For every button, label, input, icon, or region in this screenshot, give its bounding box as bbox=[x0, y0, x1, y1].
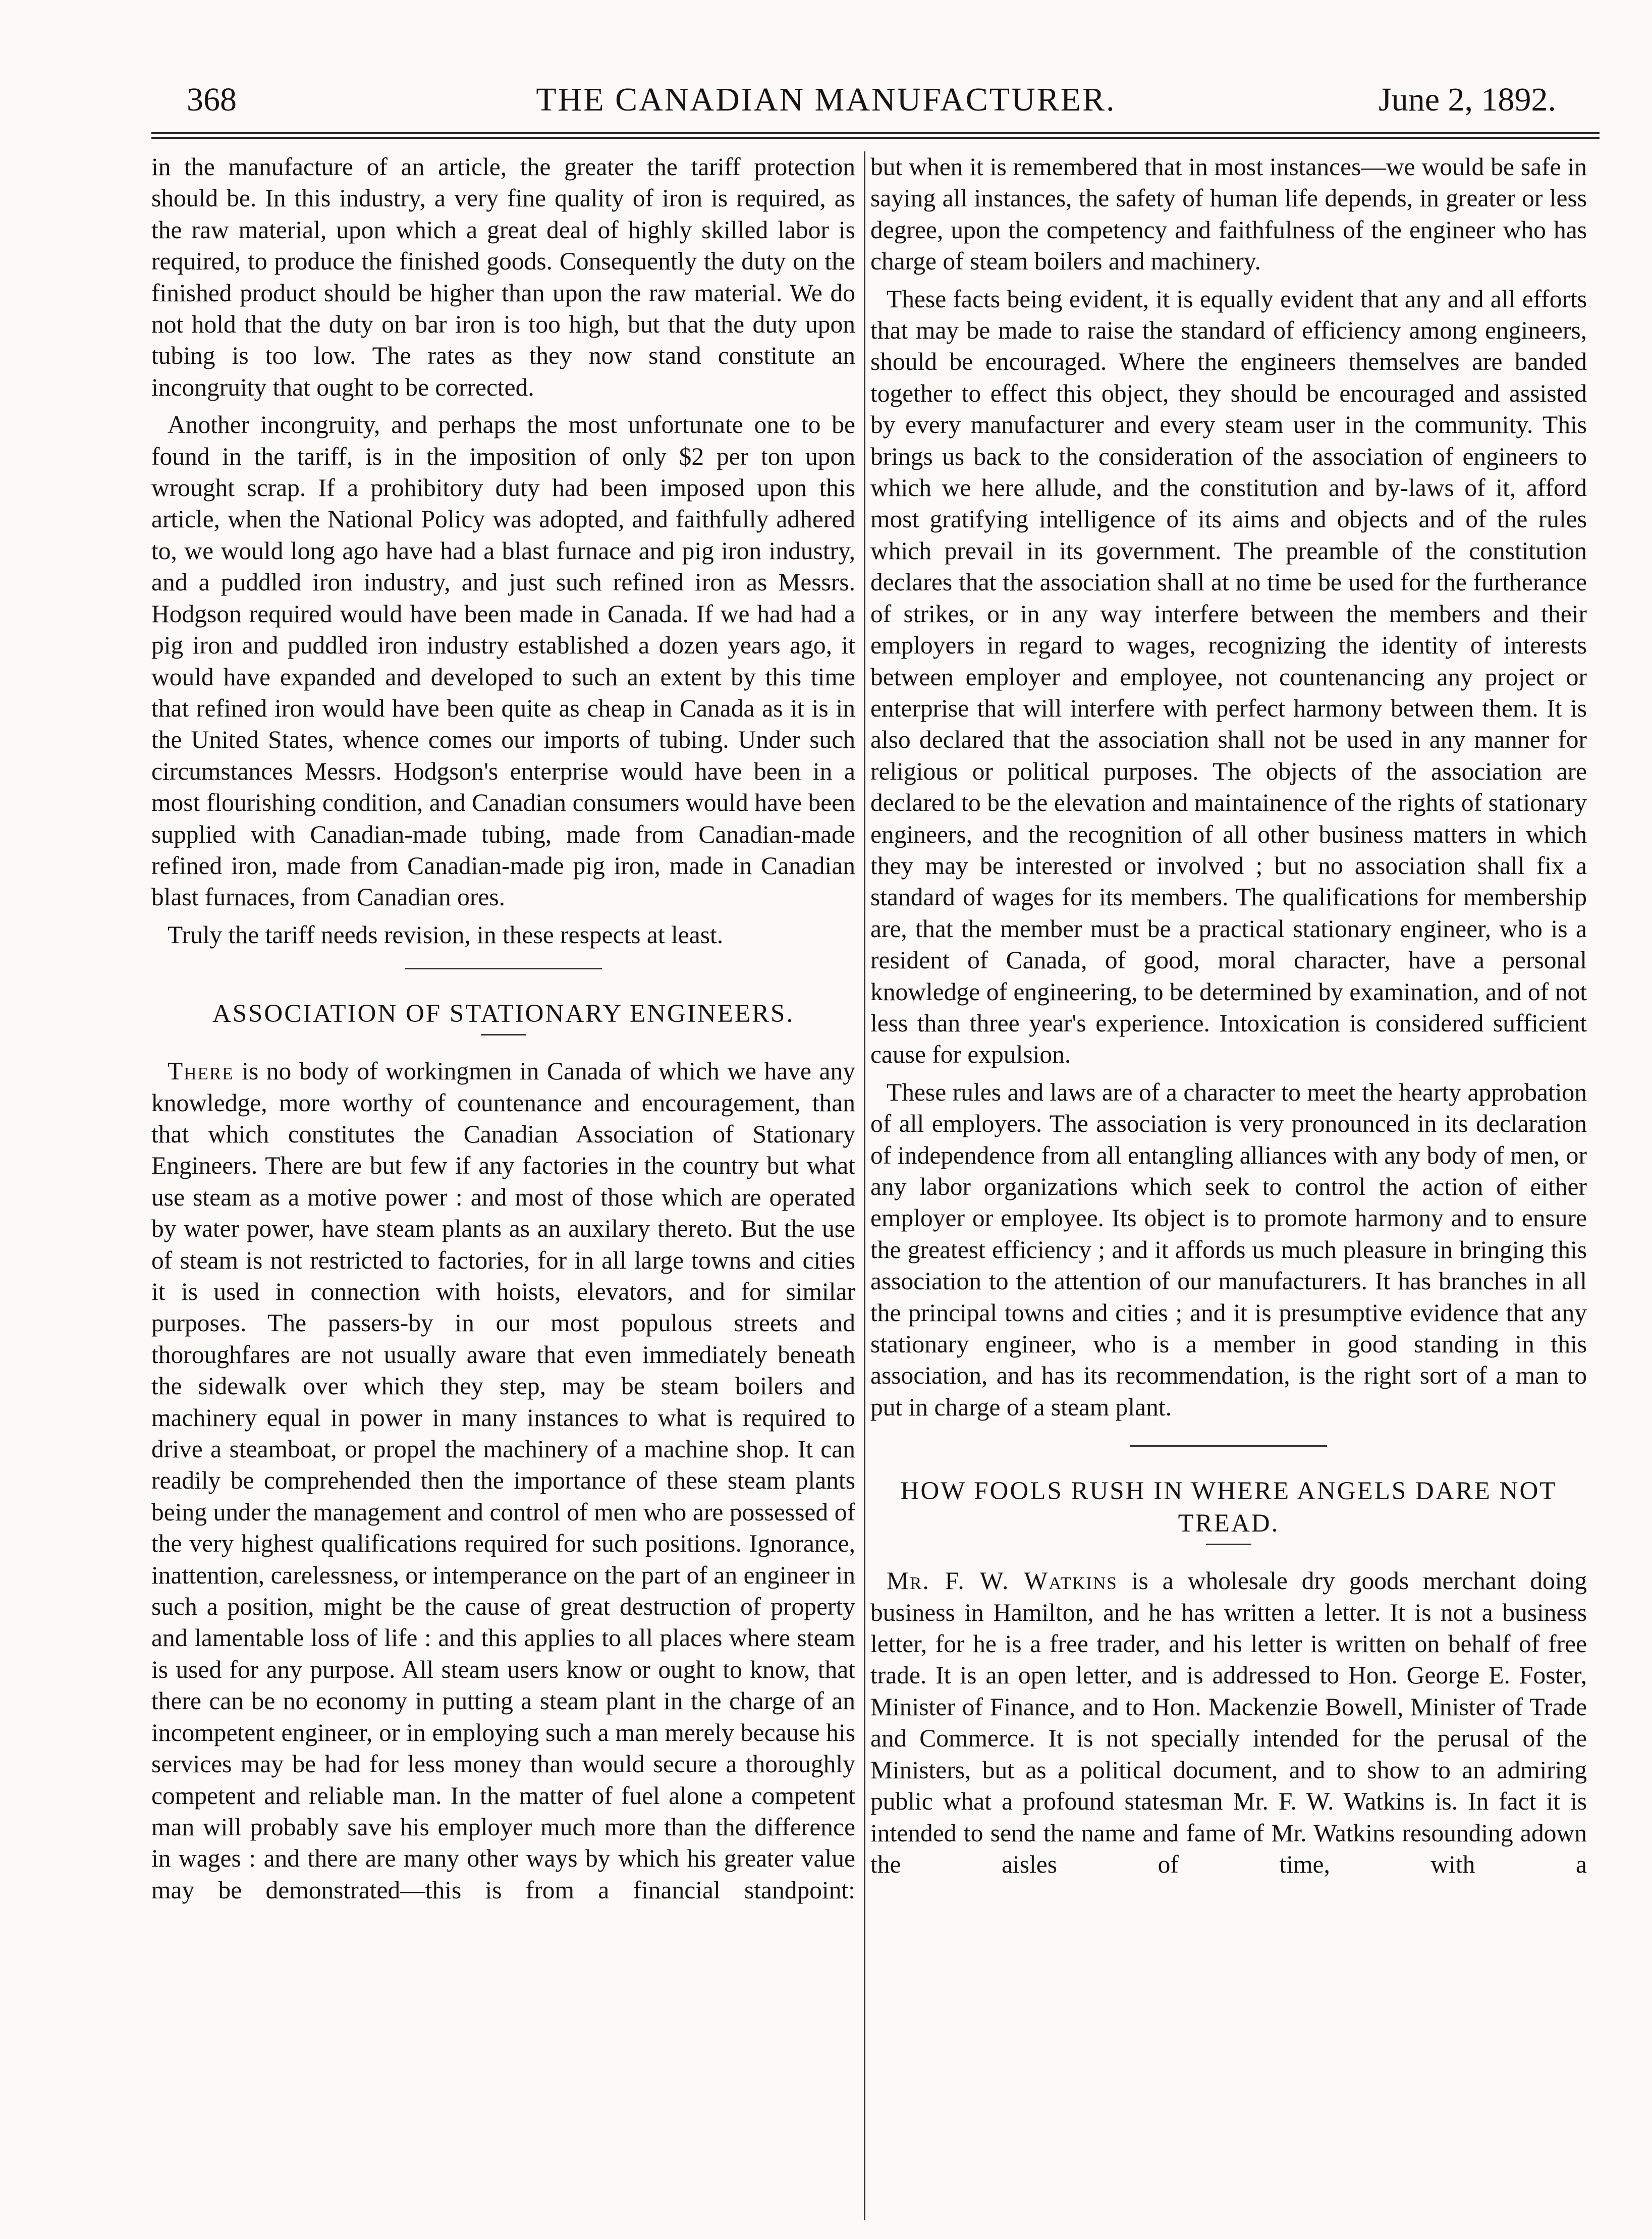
title-underline bbox=[1206, 1544, 1251, 1545]
article-separator bbox=[1130, 1445, 1327, 1447]
title-underline bbox=[481, 1034, 526, 1035]
header-rule bbox=[151, 132, 1600, 134]
article-lead-word: There bbox=[168, 1057, 234, 1085]
article-title-fools: HOW FOOLS RUSH IN WHERE ANGELS DARE NOT TREAD. bbox=[900, 1477, 1557, 1538]
header-rule-secondary bbox=[151, 137, 1600, 139]
tariff-paragraph-closing: Truly the tariff needs revision, in these respects at least. bbox=[168, 920, 724, 949]
engineers-paragraph-1 bbox=[151, 1056, 855, 1906]
page-number: 368 bbox=[187, 81, 237, 118]
column-divider bbox=[864, 151, 865, 2220]
article-title-engineers: ASSOCIATION OF STATIONARY ENGINEERS. bbox=[212, 1000, 795, 1028]
engineers-paragraph-4: These rules and laws are of a character to meet the hearty approbation of all employers. The association is very pronounced in its declaration of independence from all entangling alliances with any body of men, or any labor organizations which seek to control the action of either employer or employee. Its object is to promote harmony and to ensure the greatest efficiency ; and it affords us much pleasure in bringing this association to the attention of our manufacturers. It has branches in all the principal towns and cities ; and it is presumptive evidence that any stationary engineer, who is a member in good standing in this association, and has its recommendation, is the right sort of a man to put in charge of a steam plant. bbox=[870, 1078, 1587, 1421]
tariff-paragraph-continued: in the manufacture of an article, the greater the tariff protection should be. In this industry, a very fine quality of iron is required, as the raw material, upon which a great deal of highly skilled labor is required, to produce the finished goods. Consequently the duty on the finished product should be higher than upon the raw material. We do not hold that the duty on bar iron is too high, but that the duty upon tubing is too low. The rates as they now stand constitute an incongruity that ought to be corrected. bbox=[151, 153, 855, 401]
engineers-paragraph-1-text: is no body of workingmen in Canada of which we have any knowledge, more worthy of countenance and encouragement, than that which constitutes the Canadian Association of Stationary Engineers. There are but few if any factories in the country but what use steam as a motive power : and most of those which are operated by water power, have steam plants as an auxilary thereto. But the use of steam is not restricted to factories, for in all large towns and cities it is used in connection with hoists, elevators, and for similar purposes. The passers-by in our most populous streets and thoroughfares are not usually aware that even immediately beneath the sidewalk over which they step, may be steam boilers and machinery equal in power in many instances to what is required to drive a steamboat, or propel the machinery of a machine shop. It can readily be comprehended then the importance of these steam plants being under the management and control of men who are possessed of the very highest qualifications required for such positions. Ignorance, inattention, carelessness, or intemperance on the part of an engineer in such a position, might be the cause of great destruction of property and lamentable loss of life : and this applies to all places where steam is used for any purpose. All steam users know or ought to know, that there can be no economy in putting a steam plant in the charge of an incompetent engineer, or in employing such a man merely because his services may be had for less money than would secure a thoroughly competent and reliable man. In the matter of fuel alone a competent man will probably save his employer much more than the difference in wages : and there are many other ways by which his greater value may be demonstrated—this is from a financial standpoint: bbox=[151, 1057, 855, 1904]
article-separator bbox=[405, 968, 602, 969]
tariff-paragraph-scrap: Another incongruity, and perhaps the most unfortunate one to be found in the tariff, is in the imposition of only $2 per ton upon wrought scrap. If a prohibitory duty had been imposed upon this article, when the National Policy was adopted, and faithfully adhered to, we would long ago have had a blast furnace and pig iron industry, and a puddled iron industry, and just such refined iron as Messrs. Hodgson required would have been made in Canada. If we had had a pig iron and puddled iron industry established a dozen years ago, it would have expanded and developed to such an extent by this time that refined iron would have been quite as cheap in Canada as it is in the United States, whence comes our imports of tubing. Under such circumstances Messrs. Hodgson's enterprise would have been in a most flourishing condition, and Canadian consumers would have been supplied with Canadian-made tubing, made from Canadian-made refined iron, made from Canadian-made pig iron, made in Canadian blast furnaces, from Canadian ores. bbox=[151, 411, 855, 911]
article-lead-name: Mr. F. W. Watkins bbox=[887, 1567, 1118, 1595]
engineers-paragraph-2: but when it is remembered that in most instances—we would be safe in saying all instances, the safety of human life depends, in greater or less degree, upon the competency and faithfulness of the engineer who has charge of steam boilers and machinery. bbox=[870, 153, 1587, 276]
masthead-title: THE CANADIAN MANUFACTURER. bbox=[536, 81, 1116, 118]
right-column bbox=[870, 151, 1587, 1880]
issue-date: June 2, 1892. bbox=[1379, 81, 1556, 118]
engineers-paragraph-3: These facts being evident, it is equally evident that any and all efforts that may be made to raise the standard of efficiency among engineers, should be encouraged. Where the engineers themselves are banded together to effect this object, they should be encouraged and assisted by every manufacturer and every steam user in the community. This brings us back to the consideration of the association of engineers to which we here allude, and the constitution and by-laws of it, afford most gratifying intelligence of its aims and objects and of the rules which prevail in its government. The preamble of the constitution declares that the association shall at no time be used for the furtherance of strikes, or in any way interfere between the members and their employers in regard to wages, recognizing the identity of interests between employer and employee, not countenancing any project or enterprise that will interfere with perfect harmony between them. It is also declared that the association shall not be used in any manner for religious or political purposes. The objects of the association are declared to be the elevation and maintainence of the rights of stationary engineers, and the recognition of all other business matters in which they may be interested or involved ; but no association shall fix a standard of wages for its members. The qualifications for membership are, that the member must be a practical stationary engineer, who is a resident of Canada, of good, moral character, have a personal knowledge of engineering, to be determined by examination, and of not less than three year's experience. Intoxication is considered sufficient cause for expulsion. bbox=[870, 285, 1587, 1069]
left-column bbox=[151, 151, 855, 1906]
fools-paragraph-1-text: is a wholesale dry goods merchant doing business in Hamilton, and he has written a letter. It is not a business letter, for he is a free trader, and his letter is written on behalf of free trade. It is an open letter, and is addressed to Hon. George E. Foster, Minister of Finance, and to Hon. Mackenzie Bowell, Minister of Trade and Commerce. It is not specially intended for the perusal of the Ministers, but as a political document, and to show to an admiring public what a profound statesman Mr. F. W. Watkins is. In fact it is intended to send the name and fame of Mr. Watkins resounding adown the aisles of time, with a bbox=[870, 1567, 1587, 1878]
fools-paragraph-1 bbox=[870, 1565, 1587, 1880]
